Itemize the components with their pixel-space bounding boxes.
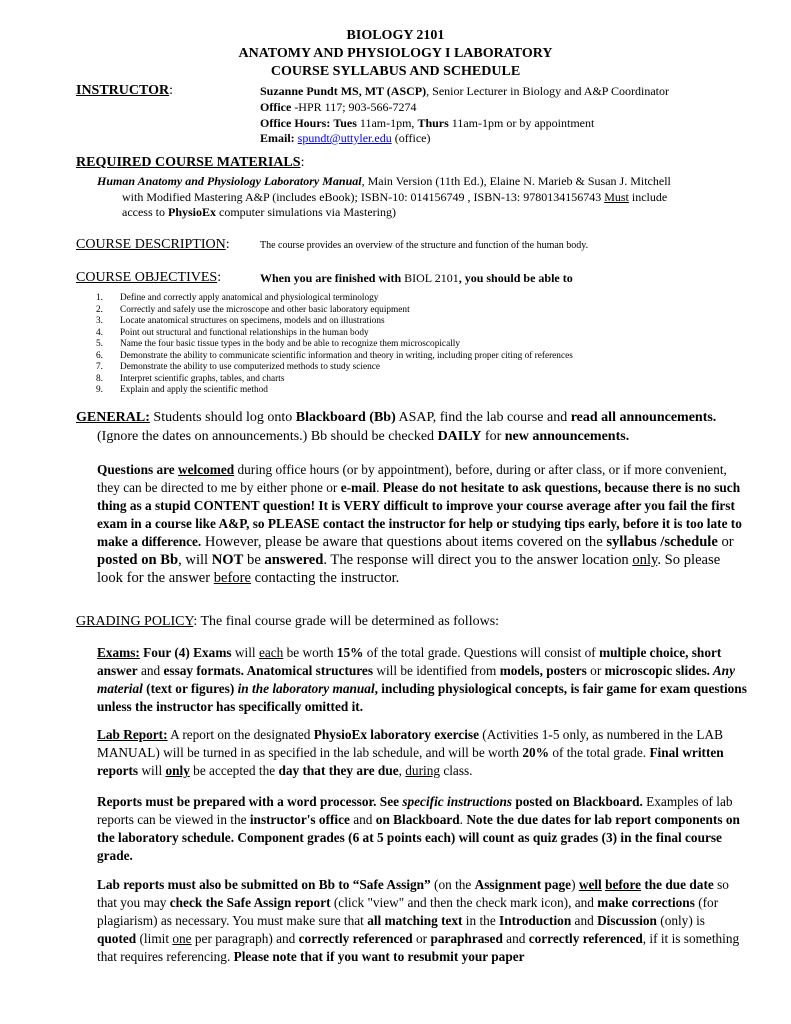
- objective-item: 5. Name the four basic tissue types in the body and be able to recognize them microscopically: [96, 339, 461, 349]
- description-text: The course provides an overview of the structure and function of the human body.: [260, 240, 589, 251]
- questions-paragraph: Questions are welcomed during office hours (or by appointment), before, during or after class, or if more convenient, they can be directed to me by either phone or e-mail. Please do not hesitate to ask questions, because there is no such thing as a stupid CONTENT question! It is VERY difficult to improve your course average after you fail the first exam in a course like A&P, so PLEASE contact the instructor for help or studying tips early, before it is too late to make a difference. However, please be aware that questions about items covered on the syllabus /schedule or posted on Bb, will NOT be answered. The response will direct you to the answer location only. So please look for the answer before contacting the instructor.: [97, 462, 742, 586]
- instructor-name-line: [260, 84, 669, 99]
- reports-paragraph: Reports must be prepared with a word processor. See specific instructions posted on Blackboard. Examples of lab reports can be viewed in the instructor's office and on Blackboard. Note the due dates for lab report components on the laboratory schedule. Component grades (6 at 5 points each) will count as quiz grades (3) in the final course grade.: [97, 794, 740, 863]
- instructor-name: Suzanne Pundt MS, MT (ASCP): [260, 84, 427, 98]
- materials-heading: REQUIRED COURSE MATERIALS:: [76, 155, 305, 170]
- course-title: ANATOMY AND PHYSIOLOGY I LABORATORY: [238, 46, 553, 61]
- office-location: -HPR 117; 903-566-7274: [291, 100, 417, 114]
- instructor-title: , Senior Lecturer in Biology and A&P Coordinator: [426, 84, 669, 98]
- objective-item: 4. Point out structural and functional relationships in the human body: [96, 327, 369, 338]
- safe-assign-paragraph: Lab reports must also be submitted on Bb to “Safe Assign” (on the Assignment page) well before the due date so that you may check the Safe Assign report (click "view" and then the check mark icon), and make corrections (for plagiarism) as necessary. You must make sure that all matching text in the Introduction and Discussion (only) is quoted (limit one per paragraph) and correctly referenced or paraphrased and correctly referenced, if it is something that requires referencing. Please note that if you want to resubmit your paper: [97, 877, 740, 964]
- objectives-heading: COURSE OBJECTIVES:: [76, 270, 222, 285]
- instructor-heading: INSTRUCTOR:: [76, 83, 173, 98]
- general-heading: GENERAL:: [76, 410, 150, 425]
- lab-report-paragraph: Lab Report: A report on the designated PhysioEx laboratory exercise (Activities 1-5 only, as numbered in the LAB MANUAL) will be turned in as specified in the lab schedule, and will be worth 20% of the total grade. Final written reports will only be accepted the day that they are due, during class.: [97, 727, 724, 778]
- textbook-title: Human Anatomy and Physiology Laboratory Manual: [97, 174, 362, 188]
- materials-line-2: with Modified Mastering A&P (includes eBook); ISBN-10: 014156749 , ISBN-13: 9780134156743 Must include: [122, 190, 668, 204]
- email-link[interactable]: spundt@uttyler.edu: [297, 131, 392, 145]
- materials-line-1: Human Anatomy and Physiology Laboratory Manual, Main Version (11th Ed.), Elaine N. Marieb & Susan J. Mitchell: [97, 174, 671, 188]
- objectives-list: [96, 293, 573, 397]
- general-section: GENERAL: Students should log onto Blackboard (Bb) ASAP, find the lab course and read all announcements. (Ignore the dates on announcements.) Bb should be checked DAILY for new announcements.: [76, 410, 717, 444]
- objective-item: 1. Define and correctly apply anatomical and physiological terminology: [96, 293, 379, 303]
- course-code: BIOLOGY 2101: [346, 28, 445, 43]
- description-heading: COURSE DESCRIPTION:: [76, 237, 230, 252]
- objective-item: 3. Locate anatomical structures on specimens, models and on illustrations: [96, 316, 385, 326]
- objectives-intro: When you are finished with BIOL 2101, you should be able to: [260, 271, 573, 285]
- objective-item: 2. Correctly and safely use the microscope and other basic laboratory equipment: [96, 304, 410, 315]
- office-hours-line: Office Hours: Tues 11am-1pm, Thurs 11am-1pm or by appointment: [260, 116, 595, 130]
- objective-item: 9. Explain and apply the scientific method: [96, 385, 268, 395]
- office-line: Office -HPR 117; 903-566-7274: [260, 100, 417, 114]
- grading-heading-line: GRADING POLICY: The final course grade will be determined as follows:: [76, 614, 500, 629]
- materials-line-3: access to PhysioEx computer simulations via Mastering): [122, 205, 396, 219]
- objective-item: 6. Demonstrate the ability to communicate scientific information and theory in writing, including proper citing of references: [96, 350, 573, 361]
- objective-item: 8. Interpret scientific graphs, tables, and charts: [96, 373, 285, 384]
- document-title: COURSE SYLLABUS AND SCHEDULE: [270, 64, 521, 79]
- grading-heading: GRADING POLICY: [76, 614, 194, 629]
- objective-item: 7. Demonstrate the ability to use computerized methods to study science: [96, 362, 380, 372]
- exams-paragraph: Exams: Four (4) Exams will each be worth 15% of the total grade. Questions will consist of multiple choice, short answer and essay formats. Anatomical structures will be identified from models, posters or microscopic slides. Any material (text or figures) in the laboratory manual, including physiological concepts, is fair game for exam questions unless the instructor has specifically omitted it.: [97, 645, 747, 714]
- email-line: Email: spundt@uttyler.edu (office): [260, 131, 431, 145]
